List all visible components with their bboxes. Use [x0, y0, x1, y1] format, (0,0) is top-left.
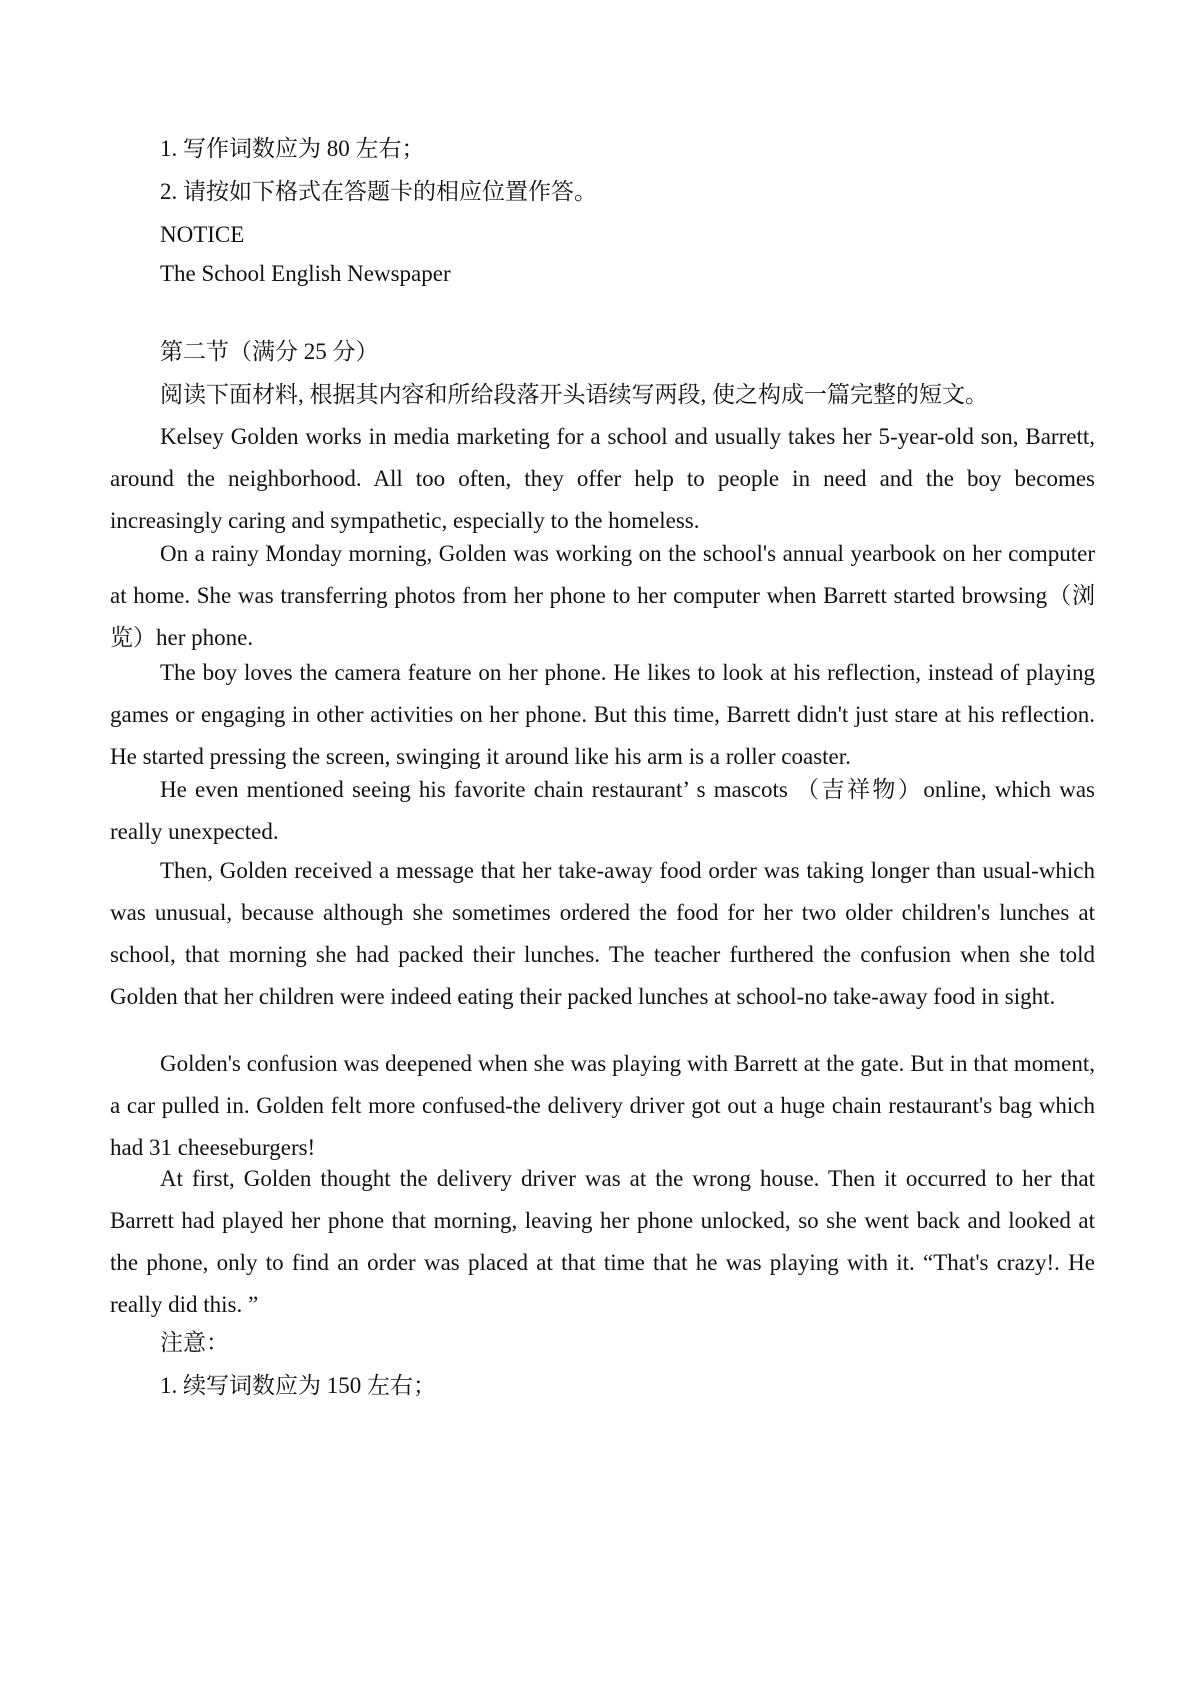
- note-label: 注意：: [160, 1330, 229, 1355]
- story-paragraph: Kelsey Golden works in media marketing for a school and usually takes her 5-year-old son, Barrett, around the neighborhood. All too often, they offer help to people in need and the boy becomes increasingly caring and sympathetic, especially to the homeless.: [110, 424, 1095, 533]
- story-paragraph: On a rainy Monday morning, Golden was working on the school's annual yearbook on her computer at home. She was transferring photos from her phone to her computer when Barrett started browsing（浏览）her phone.: [110, 541, 1095, 650]
- story-paragraph: The boy loves the camera feature on her phone. He likes to look at his reflection, instead of playing games or engaging in other activities on her phone. But this time, Barrett didn't just stare at his reflection. He started pressing the screen, swinging it around like his arm is a roller coaster.: [110, 660, 1095, 769]
- story-paragraph: Then, Golden received a message that her take-away food order was taking longer than usual-which was unusual, because although she sometimes ordered the food for her two older children's lunches at school, that morning she had packed their lunches. The teacher furthered the confusion when she told Golden that her children were indeed eating their packed lunches at school-no take-away food in sight.: [110, 858, 1095, 1009]
- story-paragraph: Golden's confusion was deepened when she was playing with Barrett at the gate. But in that moment, a car pulled in. Golden felt more confused-the delivery driver got out a huge chain restaurant's bag which had 31 cheeseburgers!: [110, 1051, 1095, 1160]
- newspaper-name: The School English Newspaper: [160, 261, 451, 286]
- story-paragraph: At first, Golden thought the delivery driver was at the wrong house. Then it occurred to her that Barrett had played her phone that morning, leaving her phone unlocked, so she went back and looked at the phone, only to find an order was placed at that time that he was playing with it. “That's crazy!. He really did this. ”: [110, 1166, 1095, 1317]
- writing-requirement-2: 2. 请按如下格式在答题卡的相应位置作答。: [160, 179, 597, 204]
- exam-page: [110, 0, 1095, 1699]
- notice-heading: NOTICE: [160, 222, 245, 247]
- note-requirement-1: 1. 续写词数应为 150 左右；: [160, 1373, 436, 1398]
- section-instruction: 阅读下面材料, 根据其内容和所给段落开头语续写两段, 使之构成一篇完整的短文。: [160, 382, 988, 407]
- writing-requirement-1: 1. 写作词数应为 80 左右；: [160, 136, 425, 161]
- section-heading: 第二节（满分 25 分）: [160, 339, 379, 364]
- story-paragraph: He even mentioned seeing his favorite chain restaurant’ s mascots （吉祥物）online, which was really unexpected.: [110, 777, 1095, 844]
